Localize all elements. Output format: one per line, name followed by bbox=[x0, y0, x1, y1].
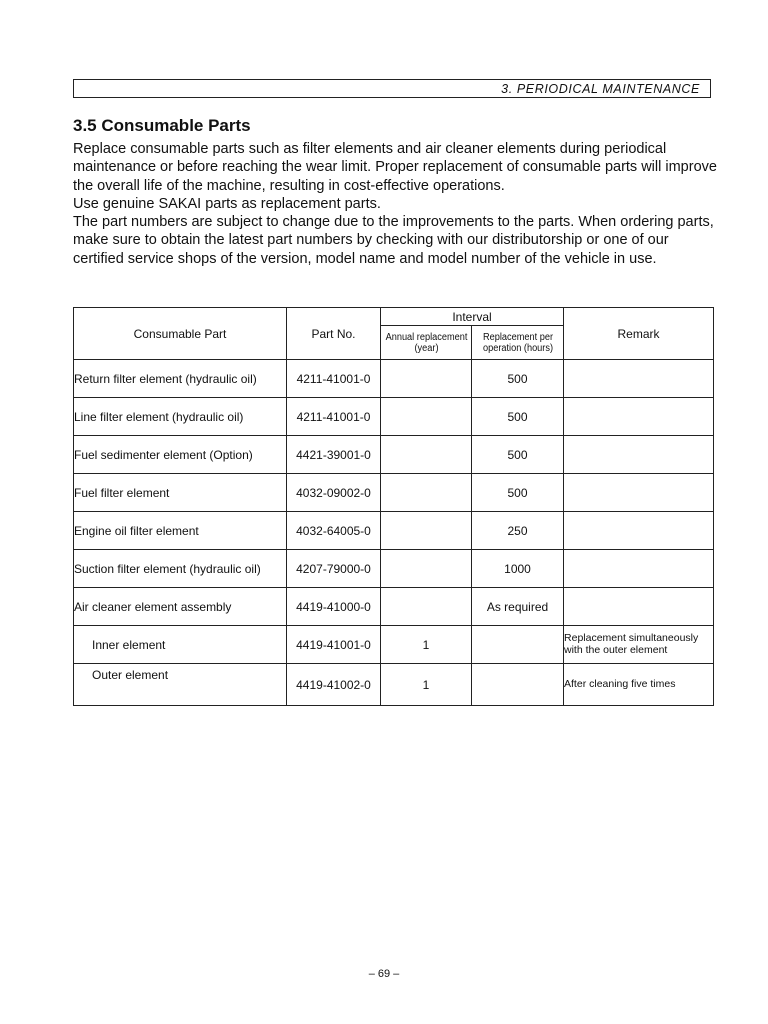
header-annual bbox=[384, 326, 468, 360]
header-part-no: Part No. bbox=[287, 308, 381, 360]
chapter-header bbox=[73, 79, 711, 98]
part-number: 4211-41001-0 bbox=[287, 360, 381, 398]
header-replacement-per-operation bbox=[475, 326, 560, 360]
table-row bbox=[74, 512, 714, 550]
part-name: Outer element bbox=[74, 664, 287, 706]
hours-interval bbox=[472, 626, 564, 664]
hours-interval: 500 bbox=[472, 436, 564, 474]
intro-paragraph: Use genuine SAKAI parts as replacement parts. bbox=[73, 195, 381, 212]
remark bbox=[564, 436, 714, 474]
table-row bbox=[74, 398, 714, 436]
part-number: 4419-41002-0 bbox=[287, 664, 381, 706]
header-remark: Remark bbox=[564, 308, 714, 360]
annual-interval bbox=[381, 436, 472, 474]
intro-paragraph: Replace consumable parts such as filter elements and air cleaner elements during periodical maintenance or before reaching the wear limit. Proper replacement of consumable parts will improve the overall life of the machine, resulting in cost-effective operations. bbox=[73, 141, 717, 194]
annual-interval bbox=[381, 550, 472, 588]
remark bbox=[564, 512, 714, 550]
remark: After cleaning five times bbox=[564, 664, 714, 706]
hours-interval: 250 bbox=[472, 512, 564, 550]
part-number: 4032-09002-0 bbox=[287, 474, 381, 512]
remark bbox=[564, 398, 714, 436]
hours-interval: As required bbox=[472, 588, 564, 626]
header-consumable-part: Consumable Part bbox=[74, 308, 287, 360]
table-row bbox=[74, 436, 714, 474]
table-row bbox=[74, 360, 714, 398]
hours-interval: 1000 bbox=[472, 550, 564, 588]
annual-interval bbox=[381, 512, 472, 550]
part-name: Line filter element (hydraulic oil) bbox=[74, 398, 287, 436]
intro-text bbox=[73, 140, 723, 268]
header-annual-label: Annual replacement (year) bbox=[385, 331, 467, 354]
chapter-title: 3. PERIODICAL MAINTENANCE bbox=[501, 82, 700, 96]
annual-interval bbox=[381, 398, 472, 436]
remark: Replacement simultaneously with the outer element bbox=[564, 626, 714, 664]
part-number: 4419-41000-0 bbox=[287, 588, 381, 626]
remark bbox=[564, 550, 714, 588]
table-row bbox=[74, 626, 714, 664]
part-name: Fuel sedimenter element (Option) bbox=[74, 436, 287, 474]
hours-interval: 500 bbox=[472, 398, 564, 436]
part-name: Return filter element (hydraulic oil) bbox=[74, 360, 287, 398]
part-number: 4421-39001-0 bbox=[287, 436, 381, 474]
part-name: Fuel filter element bbox=[74, 474, 287, 512]
table-row bbox=[74, 474, 714, 512]
part-number: 4207-79000-0 bbox=[287, 550, 381, 588]
hours-interval bbox=[472, 664, 564, 706]
hours-interval: 500 bbox=[472, 474, 564, 512]
annual-interval bbox=[381, 474, 472, 512]
remark bbox=[564, 360, 714, 398]
part-name: Air cleaner element assembly bbox=[74, 588, 287, 626]
part-name: Engine oil filter element bbox=[74, 512, 287, 550]
annual-interval bbox=[381, 360, 472, 398]
annual-interval: 1 bbox=[381, 664, 472, 706]
part-name: Inner element bbox=[74, 626, 287, 664]
part-number: 4032-64005-0 bbox=[287, 512, 381, 550]
annual-interval: 1 bbox=[381, 626, 472, 664]
remark bbox=[564, 474, 714, 512]
consumable-parts-table bbox=[73, 307, 714, 706]
header-interval: Interval bbox=[381, 308, 564, 326]
part-name: Suction filter element (hydraulic oil) bbox=[74, 550, 287, 588]
intro-paragraph: The part numbers are subject to change due to the improvements to the parts. When ordering parts, make sure to obtain the latest part numbers by checking with our distributorship or one of our certified service shops of the version, model name and model number of the vehicle in use. bbox=[73, 214, 714, 267]
section-title: 3.5 Consumable Parts bbox=[73, 116, 251, 135]
hours-interval: 500 bbox=[472, 360, 564, 398]
table-row bbox=[74, 664, 714, 706]
table-row bbox=[74, 550, 714, 588]
part-number: 4419-41001-0 bbox=[287, 626, 381, 664]
part-number: 4211-41001-0 bbox=[287, 398, 381, 436]
table-row bbox=[74, 588, 714, 626]
remark bbox=[564, 588, 714, 626]
page-number: – 69 – bbox=[368, 968, 400, 980]
annual-interval bbox=[381, 588, 472, 626]
header-replacement-per-operation-label: Replacement per operation (hours) bbox=[482, 331, 553, 354]
